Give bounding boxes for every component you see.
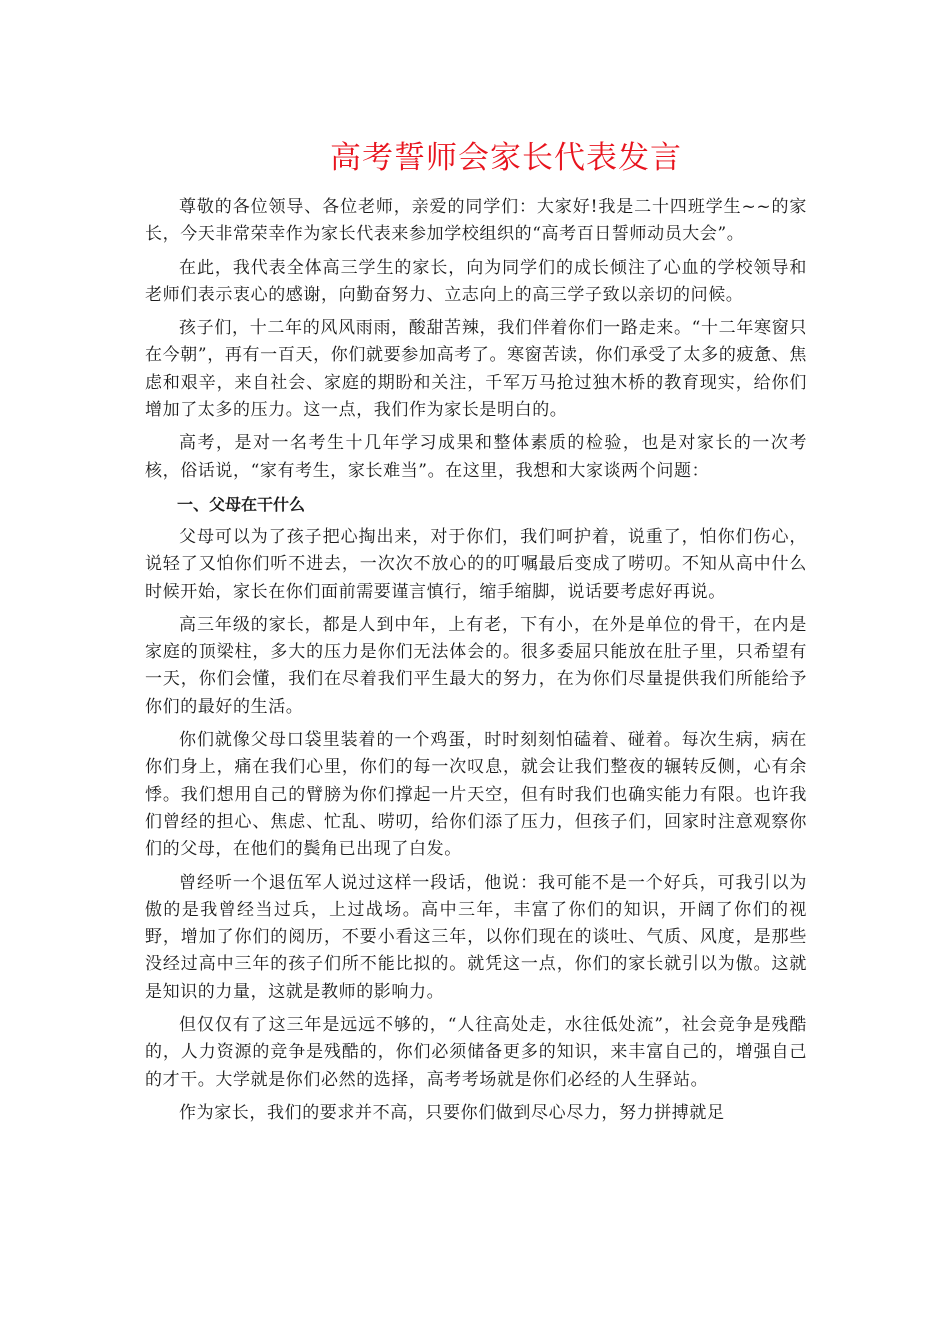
paragraph-care: 父母可以为了孩子把心掏出来，对于你们，我们呵护着，说重了，怕你们伤心，说轻了又怕你们听不进去，一次次不放心的的叮嘱最后变成了唠叨。不知从高中什么时候开始，家长在你们面前需要谨言慎行，缩手缩脚，说话要考虑好再说。 — [145, 526, 807, 602]
paragraph-veteran: 曾经听一个退伍军人说过这样一段话，他说：我可能不是一个好兵，可我引以为傲的是我曾经当过兵，上过战场。高中三年，丰富了你们的知识，开阔了你们的视野，增加了你们的阅历，不要小看这三年，以你们现在的谈吐、气质、风度，是那些没经过高中三年的孩子们所不能比拟的。就凭这一点，你们的家长就引以为傲。这就是知识的力量，这就是教师的影响力。 — [145, 872, 807, 1002]
paragraph-greeting: 尊敬的各位领导、各位老师，亲爱的同学们：大家好!我是二十四班学生~~的家长，今天非常荣幸作为家长代表来参加学校组织的“高考百日誓师动员大会”。 — [145, 197, 807, 245]
paragraph-requirement: 作为家长，我们的要求并不高，只要你们做到尽心尽力，努力拼搏就足 — [179, 1102, 725, 1123]
paragraph-egg: 你们就像父母口袋里装着的一个鸡蛋，时时刻刻怕磕着、碰着。每次生病，病在你们身上，痛在我们心里，你们的每一次叹息，就会让我们整夜的辗转反侧，心有余悸。我们想用自己的臂膀为你们撑起一片天空，但有时我们也确实能力有限。也许我们曾经的担心、焦虑、忙乱、唠叨，给你们添了压力，但孩子们，回家时注意观察你们的父母，在他们的鬓角已出现了白发。 — [145, 730, 807, 860]
section-heading-parents: 一、父母在干什么 — [177, 494, 306, 514]
paragraph-exam-intro: 高考，是对一名考生十几年学习成果和整体素质的检验，也是对家长的一次考核，俗话说，“家有考生，家长难当”。在这里，我想和大家谈两个问题： — [145, 433, 807, 481]
document-title: 高考誓师会家长代表发言 — [330, 140, 682, 176]
paragraph-not-enough: 但仅仅有了这三年是远远不够的，“人往高处走，水往低处流”，社会竞争是残酷的，人力资源的竞争是残酷的，你们必须储备更多的知识，来丰富自己的，增强自己的才干。大学就是你们必然的选择，高考考场就是你们必经的人生驿站。 — [145, 1015, 807, 1090]
paragraph-twelve-years: 孩子们，十二年的风风雨雨，酸甜苦辣，我们伴着你们一路走来。“十二年寒窗只在今朝”，再有一百天，你们就要参加高考了。寒窗苦读，你们承受了太多的疲惫、焦虑和艰辛，来自社会、家庭的期盼和关注，千军万马抢过独木桥的教育现实，给你们增加了太多的压力。这一点，我们作为家长是明白的。 — [145, 318, 807, 421]
paragraph-thanks: 在此，我代表全体高三学生的家长，向为同学们的成长倾注了心血的学校领导和老师们表示衷心的感谢，向勤奋努力、立志向上的高三学子致以亲切的问候。 — [145, 257, 807, 305]
paragraph-middle-age: 高三年级的家长，都是人到中年，上有老，下有小，在外是单位的骨干，在内是家庭的顶梁柱，多大的压力是你们无法体会的。很多委屈只能放在肚子里，只希望有一天，你们会懂，我们在尽着我们平生最大的努力，在为你们尽量提供我们所能给予你们的最好的生活。 — [145, 614, 807, 717]
document-page — [145, 136, 807, 1133]
